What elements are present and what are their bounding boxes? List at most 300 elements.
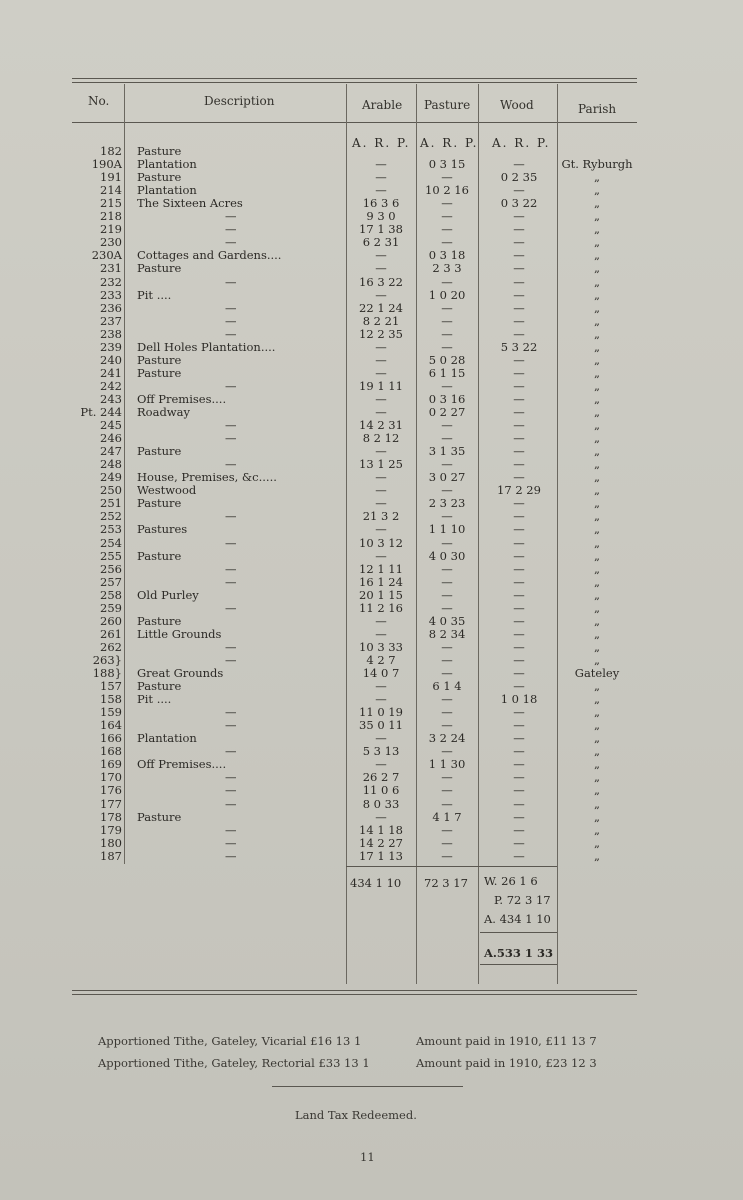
table-row (0, 328, 743, 341)
row-wood: — (513, 365, 525, 380)
table-row (0, 471, 743, 484)
row-number: 231 (100, 261, 122, 276)
row-number: 255 (100, 548, 122, 563)
row-parish: „ (594, 274, 600, 289)
table-row (0, 458, 743, 471)
row-wood: — (513, 470, 525, 485)
row-wood: — (513, 522, 525, 537)
row-description: — (225, 744, 237, 759)
row-description: — (225, 509, 237, 524)
header-pasture: Pasture (424, 98, 471, 112)
row-pasture: — (441, 300, 453, 315)
grand-total: A.533 1 33 (484, 946, 553, 960)
row-description: — (225, 718, 237, 733)
table-row (0, 576, 743, 589)
header-wood: Wood (500, 98, 534, 112)
row-parish: „ (594, 496, 600, 511)
table-row (0, 523, 743, 536)
row-arable: — (375, 248, 387, 263)
row-number: 179 (100, 822, 122, 837)
page-number: 11 (360, 1150, 375, 1164)
row-description: Westwood (137, 483, 197, 498)
row-wood: — (513, 796, 525, 811)
table-row (0, 380, 743, 393)
row-number: 239 (100, 339, 122, 354)
table-row (0, 367, 743, 380)
row-pasture: — (441, 170, 453, 185)
row-arable: 19 1 11 (359, 378, 403, 393)
row-number: 246 (100, 431, 122, 446)
table-row (0, 784, 743, 797)
row-number: 238 (100, 326, 122, 341)
row-pasture: — (441, 222, 453, 237)
row-description: — (225, 652, 237, 667)
row-number: 258 (100, 587, 122, 602)
row-number: 215 (100, 196, 122, 211)
row-pasture: 2 3 3 (432, 261, 462, 276)
table-row (0, 641, 743, 654)
row-pasture: — (441, 378, 453, 393)
row-description: — (225, 639, 237, 654)
row-number: 232 (100, 274, 122, 289)
row-number: 190A (91, 157, 122, 172)
row-pasture: 5 0 28 (428, 352, 466, 367)
row-description: — (225, 770, 237, 785)
row-wood: — (513, 587, 525, 602)
row-arable: 17 1 13 (359, 848, 403, 863)
row-description: Pasture (137, 444, 182, 459)
row-number: 252 (100, 509, 122, 524)
row-pasture: 4 1 7 (432, 809, 462, 824)
row-number: 245 (100, 418, 122, 433)
row-number: 188} (92, 666, 122, 680)
row-arable: 12 1 11 (359, 561, 403, 576)
row-parish: „ (594, 431, 600, 446)
row-wood: — (513, 652, 525, 667)
row-wood: — (513, 848, 525, 863)
row-pasture: 2 3 23 (428, 496, 466, 511)
row-arable: — (375, 444, 387, 459)
tithe-vicarial: Apportioned Tithe, Gateley, Vicarial £16 13 1 (98, 1034, 362, 1048)
row-pasture: 10 2 16 (425, 183, 469, 198)
row-wood: — (513, 574, 525, 589)
table-row (0, 824, 743, 837)
row-arable: 26 2 7 (362, 770, 400, 785)
row-parish: Gt. Ryburgh (561, 157, 633, 172)
row-parish: „ (594, 378, 600, 393)
row-wood: 0 3 22 (500, 196, 538, 211)
row-pasture: — (441, 561, 453, 576)
row-pasture: 1 0 20 (428, 287, 466, 302)
row-description: Pasture (137, 144, 182, 158)
row-parish: „ (594, 679, 600, 694)
row-wood: — (513, 770, 525, 785)
row-parish: „ (594, 339, 600, 354)
row-arable: 8 2 12 (362, 431, 400, 446)
row-arable: 16 3 22 (359, 274, 403, 289)
row-description: Great Grounds (137, 666, 224, 680)
row-parish: „ (594, 770, 600, 785)
row-wood: — (513, 183, 525, 198)
row-arable: — (375, 548, 387, 563)
row-wood: — (513, 274, 525, 289)
row-wood: — (513, 261, 525, 276)
row-description: — (225, 796, 237, 811)
row-arable: 6 2 31 (362, 235, 400, 250)
row-parish: „ (594, 783, 600, 798)
table-row (0, 706, 743, 719)
row-number: 159 (100, 705, 122, 720)
grand-total-top-rule (480, 932, 557, 933)
row-number: 262 (100, 639, 122, 654)
row-parish: „ (594, 365, 600, 380)
row-arable: 16 1 24 (359, 574, 403, 589)
row-number: 178 (100, 809, 122, 824)
row-parish: „ (594, 170, 600, 185)
row-parish: „ (594, 183, 600, 198)
row-pasture: 0 3 16 (428, 391, 466, 406)
row-wood: — (513, 744, 525, 759)
row-pasture: — (441, 848, 453, 863)
row-description: Pit .... (137, 692, 172, 707)
row-arable: 13 1 25 (359, 457, 403, 472)
row-description: Cottages and Gardens.... (137, 248, 282, 263)
row-pasture: — (441, 783, 453, 798)
row-parish: „ (594, 196, 600, 211)
row-pasture: — (441, 457, 453, 472)
row-arable: 16 3 6 (362, 196, 400, 211)
row-arable: — (375, 339, 387, 354)
row-parish: „ (594, 744, 600, 759)
grand-total-bottom-rule (480, 964, 557, 965)
row-arable: — (375, 157, 387, 172)
row-wood: — (513, 496, 525, 511)
row-arable: — (375, 287, 387, 302)
header-parish: Parish (578, 102, 617, 116)
row-description: — (225, 209, 237, 224)
row-pasture: 3 0 27 (428, 470, 466, 485)
row-arable: — (375, 261, 387, 276)
row-number: 261 (100, 626, 122, 641)
row-parish: „ (594, 287, 600, 302)
row-parish: „ (594, 457, 600, 472)
row-description: Off Premises.... (137, 757, 227, 772)
row-wood: — (513, 809, 525, 824)
row-number: 214 (100, 183, 122, 198)
row-description: Plantation (137, 183, 197, 198)
row-arable: 14 1 18 (359, 822, 403, 837)
row-number: 180 (100, 835, 122, 850)
row-wood: — (513, 718, 525, 733)
table-row (0, 537, 743, 550)
row-parish: „ (594, 587, 600, 602)
row-description: — (225, 378, 237, 393)
row-arable: 12 2 35 (359, 326, 403, 341)
header-no: No. (88, 94, 110, 108)
table-row (0, 158, 743, 171)
row-wood: — (513, 600, 525, 615)
row-wood: — (513, 209, 525, 224)
row-number: 253 (100, 522, 122, 537)
row-pasture: 1 1 30 (428, 757, 466, 772)
table-row (0, 354, 743, 367)
totals-rule (346, 866, 557, 867)
row-wood: — (513, 679, 525, 694)
row-parish: „ (594, 522, 600, 537)
row-arable: — (375, 352, 387, 367)
row-description: Pasture (137, 679, 182, 694)
table-row (0, 680, 743, 693)
row-number: 187 (100, 848, 122, 863)
row-wood: — (513, 287, 525, 302)
row-wood: — (513, 757, 525, 772)
row-number: Pt. 244 (80, 405, 122, 419)
row-pasture: — (441, 483, 453, 498)
table-row (0, 484, 743, 497)
row-wood: — (513, 666, 525, 680)
table-row (0, 497, 743, 510)
row-number: 237 (100, 313, 122, 328)
table-row (0, 341, 743, 354)
row-description: — (225, 222, 237, 237)
row-pasture: — (441, 509, 453, 524)
row-parish: „ (594, 639, 600, 654)
row-arable: — (375, 522, 387, 537)
row-parish: „ (594, 652, 600, 667)
row-wood: — (513, 418, 525, 433)
row-wood: — (513, 548, 525, 563)
row-number: 169 (100, 757, 122, 772)
row-description: — (225, 235, 237, 250)
row-pasture: — (441, 274, 453, 289)
row-arable: 5 3 13 (362, 744, 400, 759)
table-row (0, 262, 743, 275)
row-arable: — (375, 483, 387, 498)
row-parish: „ (594, 822, 600, 837)
row-wood: — (513, 731, 525, 746)
row-pasture: — (441, 652, 453, 667)
row-description: Pasture (137, 548, 182, 563)
row-arable: 14 0 7 (362, 666, 400, 680)
row-pasture: 3 1 35 (428, 444, 466, 459)
row-arable: 17 1 38 (359, 222, 403, 237)
table-row (0, 236, 743, 249)
row-arable: — (375, 391, 387, 406)
row-number: 243 (100, 391, 122, 406)
row-parish: „ (594, 300, 600, 315)
row-description: Pasture (137, 809, 182, 824)
table-row (0, 771, 743, 784)
tithe-rectorial: Apportioned Tithe, Gateley, Rectorial £33 13 1 (98, 1056, 370, 1070)
row-description: — (225, 418, 237, 433)
row-description: Off Premises.... (137, 391, 227, 406)
row-parish: „ (594, 352, 600, 367)
row-number: 260 (100, 613, 122, 628)
row-number: 219 (100, 222, 122, 237)
row-number: 191 (100, 170, 122, 185)
row-wood: — (513, 157, 525, 172)
row-wood: — (513, 378, 525, 393)
row-arable: — (375, 613, 387, 628)
row-pasture: — (441, 313, 453, 328)
row-pasture: — (441, 574, 453, 589)
row-pasture: 6 1 15 (428, 365, 466, 380)
row-pasture: — (441, 835, 453, 850)
row-number: 259 (100, 600, 122, 615)
row-wood: 1 0 18 (500, 692, 538, 707)
table-row (0, 811, 743, 824)
row-arable: 11 0 6 (362, 783, 400, 798)
row-number: 158 (100, 692, 122, 707)
row-description: — (225, 313, 237, 328)
row-description: Pasture (137, 352, 182, 367)
row-pasture: 0 2 27 (428, 405, 466, 419)
row-pasture: — (441, 600, 453, 615)
table-row (0, 171, 743, 184)
row-wood: — (513, 326, 525, 341)
row-parish: „ (594, 757, 600, 772)
total-arable-line: A. 434 1 10 (484, 912, 551, 926)
row-description: Pasture (137, 261, 182, 276)
row-wood: — (513, 431, 525, 446)
row-wood: — (513, 783, 525, 798)
row-pasture: 4 0 35 (428, 613, 466, 628)
row-description: — (225, 561, 237, 576)
row-wood: — (513, 248, 525, 263)
row-arable: — (375, 679, 387, 694)
row-arable: — (375, 496, 387, 511)
row-arable: 14 2 27 (359, 835, 403, 850)
row-pasture: — (441, 418, 453, 433)
row-arable: 35 0 11 (359, 718, 403, 733)
footer-divider (272, 1086, 463, 1087)
row-description: Pasture (137, 170, 182, 185)
row-pasture: — (441, 770, 453, 785)
row-parish: „ (594, 796, 600, 811)
row-description: — (225, 574, 237, 589)
row-arable: — (375, 405, 387, 419)
row-wood: — (513, 705, 525, 720)
row-parish: „ (594, 809, 600, 824)
table-row (0, 510, 743, 523)
row-description: — (225, 274, 237, 289)
row-number: 241 (100, 365, 122, 380)
table-row (0, 667, 743, 680)
row-number: 250 (100, 483, 122, 498)
row-pasture: — (441, 744, 453, 759)
row-number: 176 (100, 783, 122, 798)
row-number: 218 (100, 209, 122, 224)
row-arable: 4 2 7 (366, 652, 396, 667)
row-description: — (225, 848, 237, 863)
row-number: 170 (100, 770, 122, 785)
row-parish: „ (594, 209, 600, 224)
row-description: Plantation (137, 157, 197, 172)
row-number: 248 (100, 457, 122, 472)
row-pasture: — (441, 196, 453, 211)
row-parish: Gateley (574, 666, 620, 680)
row-number: 257 (100, 574, 122, 589)
row-number: 230A (91, 248, 122, 263)
paid-vicarial: Amount paid in 1910, £11 13 7 (416, 1034, 597, 1048)
row-parish: „ (594, 705, 600, 720)
row-number: 233 (100, 287, 122, 302)
row-wood: — (513, 235, 525, 250)
row-parish: „ (594, 470, 600, 485)
row-pasture: — (441, 692, 453, 707)
row-arable: 11 0 19 (359, 705, 403, 720)
row-parish: „ (594, 418, 600, 433)
table-row (0, 419, 743, 432)
row-number: 249 (100, 470, 122, 485)
row-arable: — (375, 470, 387, 485)
table-row (0, 589, 743, 602)
row-number: 242 (100, 378, 122, 393)
table-row (0, 406, 743, 419)
table-row (0, 628, 743, 641)
row-number: 157 (100, 679, 122, 694)
row-wood: — (513, 613, 525, 628)
row-wood: 0 2 35 (500, 170, 538, 185)
land-tax-note: Land Tax Redeemed. (295, 1108, 417, 1122)
total-pasture: 72 3 17 (424, 876, 468, 890)
wood-units: A. R. P. (492, 136, 551, 150)
row-parish: „ (594, 835, 600, 850)
row-pasture: — (441, 339, 453, 354)
row-description: — (225, 600, 237, 615)
row-arable: — (375, 170, 387, 185)
row-number: 256 (100, 561, 122, 576)
paid-rectorial: Amount paid in 1910, £23 12 3 (416, 1056, 597, 1070)
pasture-units: A. R. P. (420, 136, 479, 150)
row-number: 177 (100, 796, 122, 811)
row-wood: 5 3 22 (500, 339, 538, 354)
row-description: — (225, 535, 237, 550)
row-parish: „ (594, 574, 600, 589)
row-parish: „ (594, 535, 600, 550)
row-number: 240 (100, 352, 122, 367)
row-wood: — (513, 352, 525, 367)
row-description: Dell Holes Plantation.... (137, 339, 276, 354)
row-parish: „ (594, 718, 600, 733)
row-number: 164 (100, 718, 122, 733)
row-pasture: 3 2 24 (428, 731, 466, 746)
row-pasture: — (441, 535, 453, 550)
row-wood: — (513, 822, 525, 837)
row-description: — (225, 783, 237, 798)
row-description: Roadway (137, 405, 190, 419)
row-number: 230 (100, 235, 122, 250)
row-description: — (225, 431, 237, 446)
row-wood: 17 2 29 (497, 483, 541, 498)
row-arable: 14 2 31 (359, 418, 403, 433)
total-pasture-line: P. 72 3 17 (494, 893, 551, 907)
row-description: Plantation (137, 731, 197, 746)
row-parish: „ (594, 483, 600, 498)
row-wood: — (513, 222, 525, 237)
header-description: Description (204, 94, 275, 108)
table-row (0, 550, 743, 563)
header-arable: Arable (362, 98, 403, 112)
row-number: 236 (100, 300, 122, 315)
row-description: Little Grounds (137, 626, 222, 641)
row-arable: — (375, 692, 387, 707)
row-parish: „ (594, 261, 600, 276)
row-pasture: — (441, 326, 453, 341)
row-wood: — (513, 300, 525, 315)
row-arable: 9 3 0 (366, 209, 396, 224)
row-arable: 21 3 2 (362, 509, 400, 524)
